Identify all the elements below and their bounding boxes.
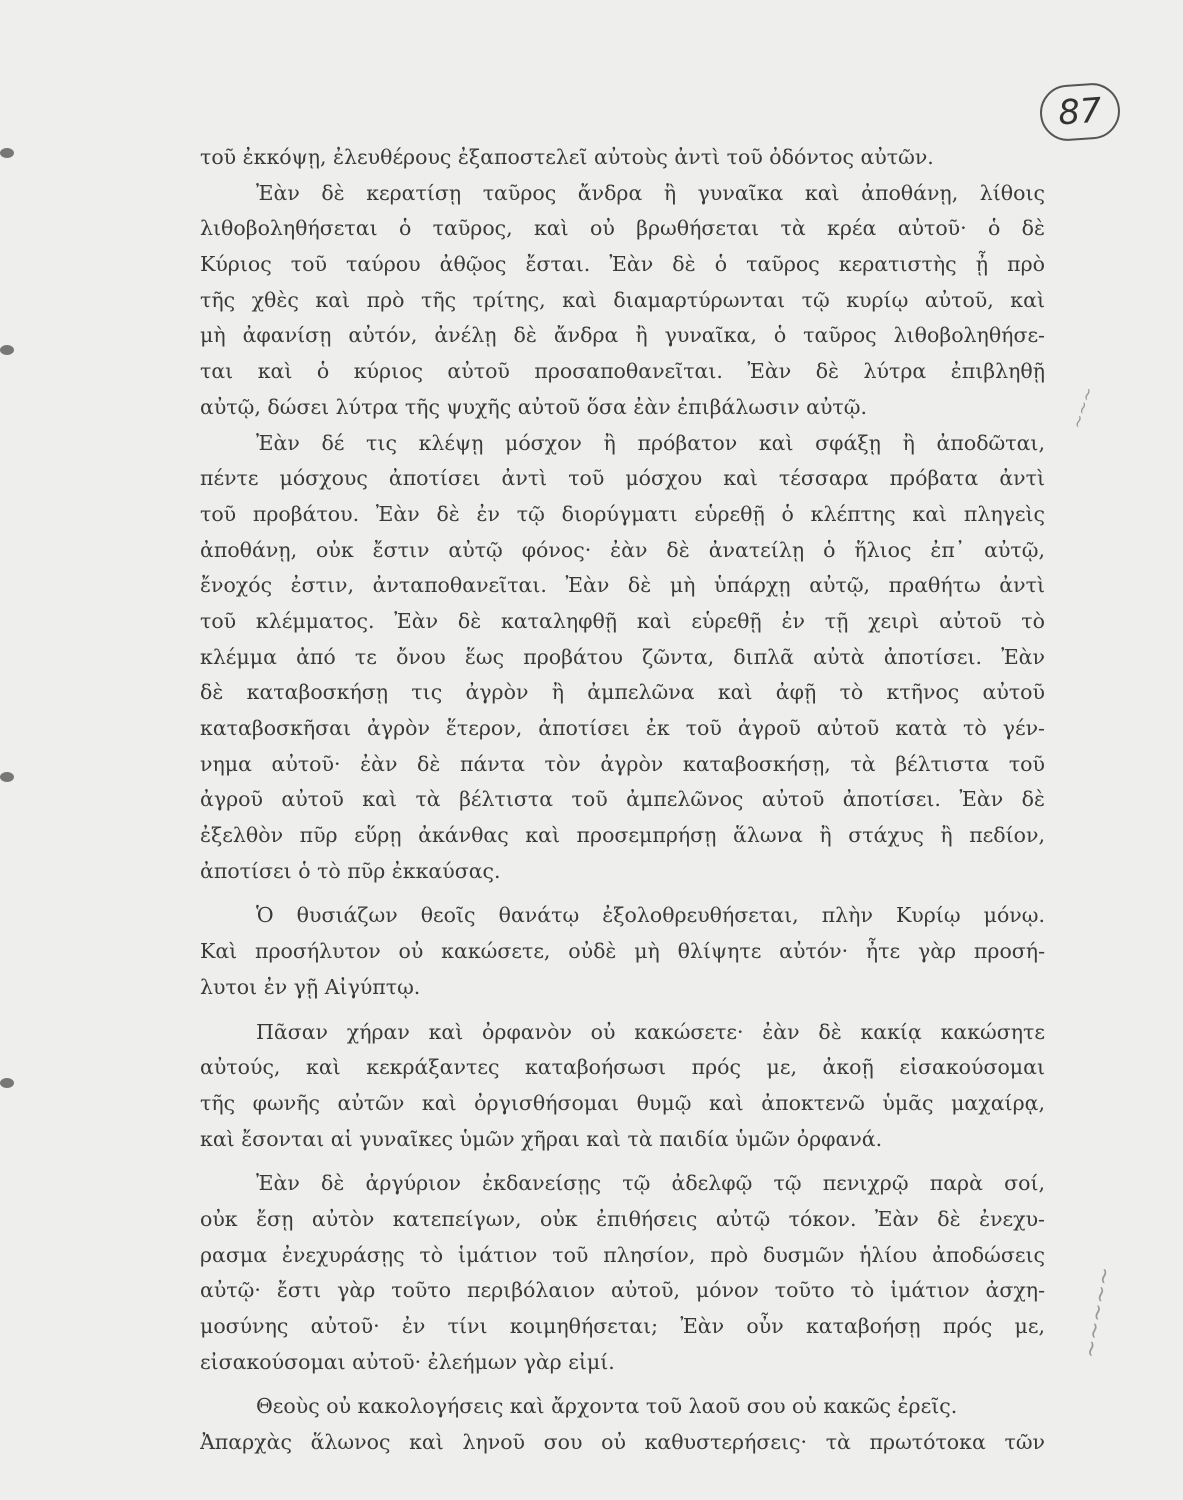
body-text	[200, 140, 1045, 1461]
scan-mark	[0, 772, 14, 782]
text-line: καταβοσκῆσαι ἀγρὸν ἕτερον, ἀποτίσει ἐκ τοῦ ἀγροῦ αὐτοῦ κατὰ τὸ γέν-	[200, 716, 1045, 740]
text-line: Ὁ θυσιάζων θεοῖς θανάτῳ ἐξολοθρευθήσεται, πλὴν Κυρίῳ μόνῳ.	[256, 903, 1045, 928]
text-line: ἔνοχός ἐστιν, ἀνταποθανεῖται. Ἐὰν δὲ μὴ ὑπάρχῃ αὐτῷ, πραθήτω ἀντὶ	[200, 573, 1045, 598]
text-line: οὐκ ἔσῃ αὐτὸν κατεπείγων, οὐκ ἐπιθήσεις αὐτῷ τόκον. Ἐὰν δὲ ἐνεχυ-	[200, 1206, 1045, 1231]
text-line: Κύριος τοῦ ταύρου ἀθῷος ἔσται. Ἐὰν δὲ ὁ ταῦρος κερατιστὴς ᾖ πρὸ	[200, 252, 1045, 277]
text-line: δὲ καταβοσκήσῃ τις ἀγρὸν ἢ ἀμπελῶνα καὶ ἀφῇ τὸ κτῆνος αὐτοῦ	[200, 680, 1045, 705]
page-number-text: 87	[1057, 90, 1103, 134]
text-line: Ἐὰν δὲ κερατίσῃ ταῦρος ἄνδρα ἢ γυναῖκα καὶ ἀποθάνῃ, λίθοις	[256, 180, 1045, 205]
text-line: ται καὶ ὁ κύριος αὐτοῦ προσαποθανεῖται. Ἐὰν δὲ λύτρα ἐπιβληθῇ	[200, 359, 1045, 384]
page-number	[1038, 81, 1122, 142]
text-line: τοῦ κλέμματος. Ἐὰν δὲ καταληφθῇ καὶ εὑρεθῇ ἐν τῇ χειρὶ αὐτοῦ τὸ	[200, 608, 1045, 633]
text-line: ἐξελθὸν πῦρ εὕρῃ ἀκάνθας καὶ προσεμπρήσῃ ἅλωνα ἢ στάχυς ἢ πεδίον,	[200, 823, 1045, 848]
text-line: λιθοβοληθήσεται ὁ ταῦρος, καὶ οὐ βρωθήσεται τὰ κρέα αὐτοῦ· ὁ δὲ	[200, 216, 1045, 241]
text-line: πέντε μόσχους ἀποτίσει ἀντὶ τοῦ μόσχου καὶ τέσσαρα πρόβατα ἀντὶ	[200, 466, 1045, 491]
text-line: νημα αὐτοῦ· ἐὰν δὲ πάντα τὸν ἀγρὸν καταβοσκήσῃ, τὰ βέλτιστα τοῦ	[200, 751, 1045, 776]
text-line: ἀγροῦ αὐτοῦ καὶ τὰ βέλτιστα τοῦ ἀμπελῶνος αὐτοῦ ἀποτίσει. Ἐὰν δὲ	[200, 787, 1045, 812]
text-line: κλέμμα ἀπό τε ὄνου ἕως προβάτου ζῶντα, διπλᾶ αὐτὰ ἀποτίσει. Ἐὰν	[200, 644, 1045, 669]
scan-mark	[0, 1078, 14, 1088]
text-line: Καὶ προσήλυτον οὐ κακώσετε, οὐδὲ μὴ θλίψητε αὐτόν· ἦτε γὰρ προσή-	[200, 939, 1045, 964]
text-line: αὐτῷ, δώσει λύτρα τῆς ψυχῆς αὐτοῦ ὅσα ἐὰν ἐπιβάλωσιν αὐτῷ.	[200, 394, 867, 419]
text-line: μὴ ἀφανίσῃ αὐτόν, ἀνέλῃ δὲ ἄνδρα ἢ γυναῖκα, ὁ ταῦρος λιθοβοληθήσε-	[200, 323, 1045, 348]
text-line: ἀποθάνῃ, οὐκ ἔστιν αὐτῷ φόνος· ἐὰν δὲ ἀνατείλῃ ὁ ἥλιος ἐπ᾽ αὐτῷ,	[200, 537, 1045, 562]
scan-mark	[0, 345, 14, 355]
text-line: αὐτούς, καὶ κεκράξαντες καταβοήσωσι πρός με, ἀκοῇ εἰσακούσομαι	[200, 1055, 1045, 1080]
text-line: ἀποτίσει ὁ τὸ πῦρ ἐκκαύσας.	[200, 858, 501, 883]
text-line: ρασμα ἐνεχυράσῃς τὸ ἱμάτιον τοῦ πλησίον, πρὸ δυσμῶν ἡλίου ἀποδώσεις	[200, 1242, 1045, 1267]
text-line: καὶ ἔσονται αἱ γυναῖκες ὑμῶν χῆραι καὶ τὰ παιδία ὑμῶν ὀρφανά.	[200, 1126, 883, 1151]
text-line: Ἐὰν δέ τις κλέψῃ μόσχον ἢ πρόβατον καὶ σφάξῃ ἢ ἀποδῶται,	[256, 430, 1045, 455]
scan-mark	[0, 148, 14, 158]
text-line: Ἐὰν δὲ ἀργύριον ἐκδανείσῃς τῷ ἀδελφῷ τῷ πενιχρῷ παρὰ σοί,	[256, 1171, 1045, 1196]
text-line: τῆς φωνῆς αὐτῶν καὶ ὀργισθήσομαι θυμῷ καὶ ἀποκτενῶ ὑμᾶς μαχαίρᾳ,	[200, 1090, 1045, 1115]
text-line: εἰσακούσομαι αὐτοῦ· ἐλεήμων γὰρ εἰμί.	[200, 1349, 615, 1374]
text-line: Πᾶσαν χήραν καὶ ὀρφανὸν οὐ κακώσετε· ἐὰν δὲ κακίᾳ κακώσητε	[256, 1019, 1045, 1044]
text-line: αὐτῷ· ἔστι γὰρ τοῦτο περιβόλαιον αὐτοῦ, μόνον τοῦτο τὸ ἱμάτιον ἀσχη-	[200, 1278, 1045, 1303]
text-line: Ἀπαρχὰς ἅλωνος καὶ ληνοῦ σου οὐ καθυστερήσεις· τὰ πρωτότοκα τῶν	[200, 1430, 1045, 1455]
text-line: τοῦ προβάτου. Ἐὰν δὲ ἐν τῷ διορύγματι εὑρεθῇ ὁ κλέπτης καὶ πληγεὶς	[200, 501, 1045, 526]
text-line: μοσύνης αὐτοῦ· ἐν τίνι κοιμηθήσεται; Ἐὰν οὖν καταβοήσῃ πρός με,	[200, 1314, 1045, 1338]
margin-scribble: ~~~~~	[1077, 1264, 1119, 1361]
text-line: Θεοὺς οὐ κακολογήσεις καὶ ἄρχοντα τοῦ λαοῦ σου οὐ κακῶς ἐρεῖς.	[256, 1394, 958, 1419]
margin-scribble: ~~~	[1067, 384, 1100, 432]
text-line: λυτοι ἐν γῇ Αἰγύπτῳ.	[200, 974, 421, 999]
text-line: τοῦ ἐκκόψῃ, ἐλευθέρους ἐξαποστελεῖ αὐτοὺς ἀντὶ τοῦ ὀδόντος αὐτῶν.	[200, 145, 934, 169]
text-line: τῆς χθὲς καὶ πρὸ τῆς τρίτης, καὶ διαμαρτύρωνται τῷ κυρίῳ αὐτοῦ, καὶ	[200, 287, 1045, 312]
